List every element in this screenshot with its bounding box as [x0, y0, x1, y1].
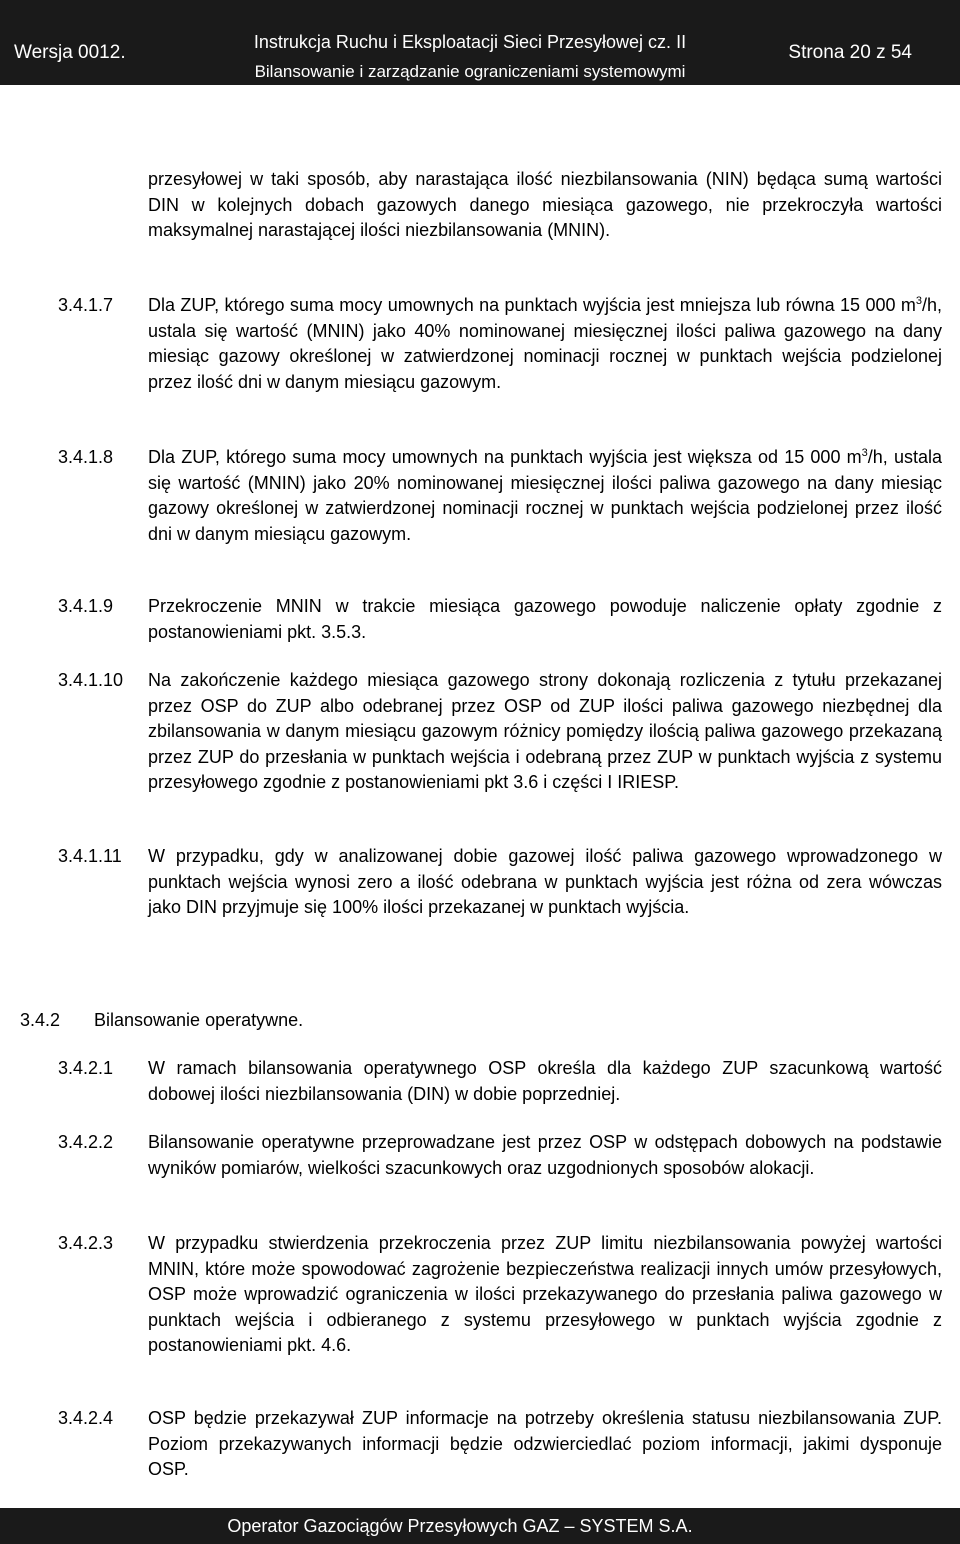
clause-text: W przypadku, gdy w analizowanej dobie gazowej ilość paliwa gazowego wprowadzonego w punktach wejścia wynosi zero a ilość odebrana w punktach wyjścia jest różna od zera wówczas jako DIN przyjmuje się 100% ilości przekazanej w punktach wyjścia. [148, 846, 942, 917]
clause-number: 3.4.2.3 [58, 1233, 114, 1253]
clause-number: 3.4.2.2 [58, 1132, 114, 1152]
clause-number: 3.4.1.10 [58, 670, 124, 690]
clause-number: 3.4.1.11 [58, 846, 122, 866]
superscript: 3 [861, 447, 868, 459]
clause-3-4-2-4 [58, 1406, 942, 1483]
clause-text [148, 445, 942, 547]
section-number: 3.4.2 [20, 1010, 61, 1030]
section-heading-3-4-2 [20, 1008, 920, 1034]
footer-company-name: Operator Gazociągów Przesyłowych GAZ – SYSTEM S.A. [227, 1516, 693, 1536]
clause-3-4-1-10 [58, 668, 942, 796]
clause-text-part: Dla ZUP, którego suma mocy umownych na punktach wyjścia jest mniejsza lub równa 15 000 m [148, 295, 916, 315]
page-header [0, 0, 960, 85]
clause-3-4-1-7 [58, 293, 942, 395]
clause-text-part: /h, ustala się wartość (MNIN) jako 40% nominowanej miesięcznej ilości paliwa gazowego na dany miesiąc gazowy określonej w zatwierdzonej nominacji rocznej w punktach wejścia podzielonej przez ilość dni w danym miesiącu gazowym. [148, 295, 942, 392]
clause-text: W ramach bilansowania operatywnego OSP określa dla każdego ZUP szacunkową wartość dobowej ilości niezbilansowania (DIN) w dobie poprzedniej. [148, 1058, 942, 1104]
clause-number: 3.4.1.8 [58, 447, 114, 467]
clause-text: Przekroczenie MNIN w trakcie miesiąca gazowego powoduje naliczenie opłaty zgodnie z postanowieniami pkt. 3.5.3. [148, 596, 942, 642]
clause-text-part: Dla ZUP, którego suma mocy umownych na punktach wyjścia jest większa od 15 000 m [148, 447, 862, 467]
clause-3-4-1-11 [58, 844, 942, 921]
clause-text-part: /h, ustala się wartość (MNIN) jako 20% nominowanej miesięcznej ilości paliwa gazowego na dany miesiąc gazowy określonej w zatwierdzonej nominacji rocznej w punktach wejścia podzielonej przez ilość dni w danym miesiącu gazowym. [148, 447, 943, 544]
clause-3-4-1-9 [58, 594, 942, 645]
clause-number: 3.4.2.1 [58, 1058, 114, 1078]
clause-text [148, 293, 942, 395]
superscript: 3 [915, 295, 922, 307]
clause-3-4-2-3 [58, 1231, 942, 1359]
document-subtitle: Bilansowanie i zarządzanie ograniczeniami systemowymi [254, 62, 686, 81]
clause-number: 3.4.1.9 [58, 596, 114, 616]
clause-3-4-2-1 [58, 1056, 942, 1107]
intro-paragraph: przesyłowej w taki sposób, aby narastająca ilość niezbilansowania (NIN) będąca sumą wartości DIN w kolejnych dobach gazowych danego miesiąca gazowego, nie przekroczyła wartości maksymalnej narastającej ilości niezbilansowania (MNIN). [148, 169, 942, 240]
clause-text: Bilansowanie operatywne przeprowadzane jest przez OSP w odstępach dobowych na podstawie wyników pomiarów, wielkości szacunkowych oraz uzgodnionych sposobów alokacji. [148, 1132, 942, 1178]
clause-number: 3.4.1.7 [58, 295, 114, 315]
clause-text: Na zakończenie każdego miesiąca gazowego strony dokonają rozliczenia z tytułu przekazanej przez OSP do ZUP albo odebranej przez OSP od ZUP ilości paliwa gazowego niezbędnej dla zbilansowania w danym miesiącu gazowym różnicy pomiędzy ilością paliwa gazowego przekazaną przez ZUP do przesłania w punktach wejścia i odebraną przez ZUP w punktach wyjścia z systemu przesyłowego zgodnie z postanowieniami pkt 3.6 i części I IRIESP. [148, 670, 942, 792]
clause-number: 3.4.2.4 [58, 1408, 114, 1428]
section-title: Bilansowanie operatywne. [94, 1010, 304, 1030]
clause-text: W przypadku stwierdzenia przekroczenia przez ZUP limitu niezbilansowania powyżej wartości MNIN, które może spowodować zagrożenie bezpieczeństwa realizacji innych umów przesyłowych, OSP może wprowadzić ograniczenia w ilości przekazywanego do przesłania paliwa gazowego w punktach wejścia i odbieranego z systemu przesyłowego w punktach wyjścia zgodnie z postanowieniami pkt. 4.6. [148, 1233, 942, 1355]
document-title: Instrukcja Ruchu i Eksploatacji Sieci Przesyłowej cz. II [253, 32, 687, 52]
page-footer [0, 1508, 960, 1544]
clause-3-4-1-8 [58, 445, 942, 547]
header-center [190, 27, 750, 87]
document-version: Wersja 0012. [14, 42, 126, 63]
clause-3-4-2-2 [58, 1130, 942, 1181]
clause-text: OSP będzie przekazywał ZUP informacje na potrzeby określenia statusu niezbilansowania ZUP. Poziom przekazywanych informacji będzie odzwierciedlać poziom informacji, jakimi dysponuje OSP. [148, 1408, 942, 1479]
page-number: Strona 20 z 54 [788, 42, 912, 63]
